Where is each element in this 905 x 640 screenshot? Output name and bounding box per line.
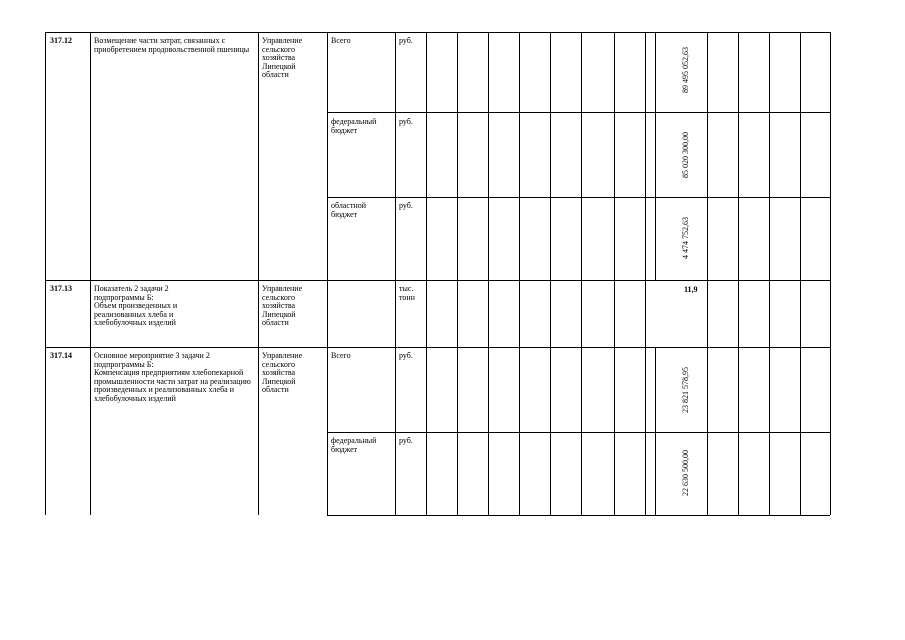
amount-value: 23 821 578,95 — [681, 367, 690, 413]
col-line — [581, 32, 582, 515]
row-title: Основное мероприятие 3 задачи 2 подпрограммы Б: Компенсация предприятиям хлебопекарной промышленности части затрат на реализацию произведенных и реализованных хлеба и хлебобулочных изделий — [94, 351, 251, 403]
col-line — [830, 32, 831, 515]
col-line — [655, 32, 656, 280]
col-line — [550, 32, 551, 515]
col-line — [800, 32, 801, 515]
unit: руб. — [399, 351, 413, 360]
col-line — [395, 32, 396, 515]
amount-value: 4 474 752,63 — [681, 217, 690, 259]
funding-source: федеральный бюджет — [331, 117, 377, 135]
funding-source: Всего — [331, 351, 351, 360]
col-line — [655, 347, 656, 515]
col-line — [614, 32, 615, 515]
unit: руб. — [399, 436, 413, 445]
row-line — [327, 432, 830, 433]
row-number: 317.14 — [50, 351, 72, 360]
row-line — [327, 197, 830, 198]
row-number: 317.12 — [50, 36, 72, 45]
row-line — [327, 112, 830, 113]
col-line — [645, 32, 646, 515]
col-line — [707, 32, 708, 515]
col-line — [488, 32, 489, 515]
unit: руб. — [399, 117, 413, 126]
funding-source: Всего — [331, 36, 351, 45]
row-title: Возмещение части затрат, связанных с приобретением продовольственной пшеницы — [94, 36, 250, 54]
row-executor: Управление сельского хозяйства Липецкой области — [262, 36, 303, 80]
row-line — [327, 515, 830, 516]
col-line — [90, 32, 91, 515]
funding-source: федеральный бюджет — [331, 436, 377, 454]
col-line — [258, 32, 259, 515]
col-line — [426, 32, 427, 515]
row-number: 317.13 — [50, 284, 72, 293]
row-line — [45, 32, 830, 33]
row-line — [45, 280, 830, 281]
amount-value: 22 630 500,00 — [681, 450, 690, 496]
unit: руб. — [399, 201, 413, 210]
col-line — [327, 32, 328, 515]
col-line — [519, 32, 520, 515]
amount-value: 85 020 300,00 — [681, 132, 690, 178]
row-executor: Управление сельского хозяйства Липецкой области — [262, 351, 303, 395]
funding-source: областной бюджет — [331, 201, 367, 219]
unit: тыс. тонн — [399, 284, 415, 302]
row-line — [45, 347, 830, 348]
col-line — [738, 32, 739, 515]
col-line — [45, 32, 46, 515]
indicator-value: 11,9 — [684, 285, 698, 294]
col-line — [769, 32, 770, 515]
col-line — [457, 32, 458, 515]
unit: руб. — [399, 36, 413, 45]
row-title: Показатель 2 задачи 2 подпрограммы Б: Объем произведенных и реализованных хлеба и хлебобулочных изделий — [94, 284, 178, 328]
amount-value: 89 495 052,63 — [681, 47, 690, 93]
row-executor: Управление сельского хозяйства Липецкой области — [262, 284, 303, 328]
